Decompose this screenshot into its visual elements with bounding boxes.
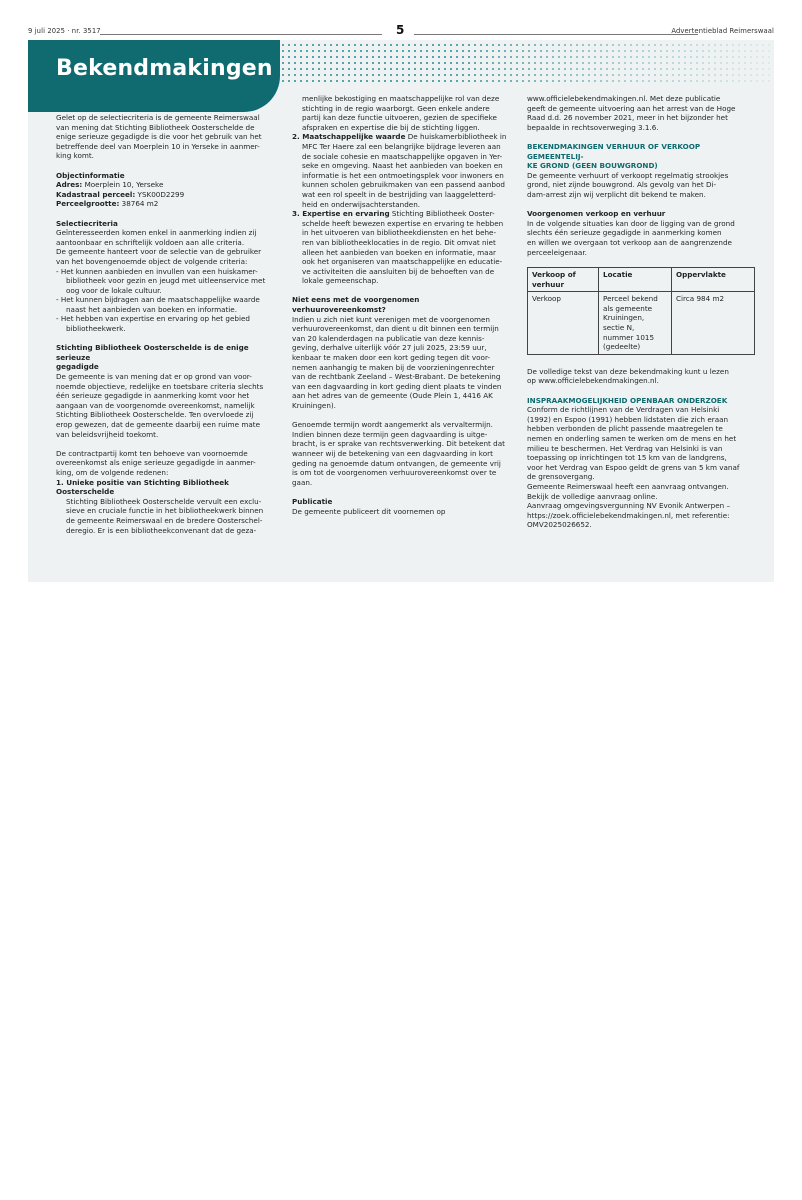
selection-line: aantoonbaar en schriftelijk voldoen aan alle criteria.	[56, 237, 245, 247]
plot-size-line	[56, 199, 278, 209]
reason-2-line: wat een rol speelt in de bestrijding van laaggeletterd-	[302, 189, 496, 199]
consultation-line: (1992) en Espoo (1991) hebben lidstaten die zich eraan	[527, 414, 729, 424]
object-heading: Objectinformatie	[56, 170, 125, 180]
consultation-line: voor het Verdrag van Espoo geldt de grens van 5 km vanaf	[527, 462, 740, 472]
issue-date: 9 juli 2025 · nr. 3517	[28, 27, 101, 35]
criteria-line: naast het aanbieden van boeken en informatie.	[66, 304, 238, 314]
gegadigde-line: Stichting Bibliotheek Oosterschelde. Ten overvloede zij	[56, 410, 254, 420]
plot-size-value: 38764 m2	[119, 199, 159, 209]
section-banner	[28, 40, 280, 112]
reason-2-line: heid en onderwijsachterstanden.	[302, 199, 421, 209]
gegadigde-line: noemde objectieve, redelijke en toetsbare criteria slechts	[56, 381, 264, 391]
consultation-line: hebben verbonden de plicht passende maatregelen te	[527, 424, 723, 434]
objection-line: van een dagvaarding in kort geding dient plaats te vinden	[292, 381, 502, 391]
criteria-line: - Het kunnen aanbieden en invullen van een huiskamer-	[56, 266, 258, 276]
reason-2-heading: 2. Maatschappelijke waarde	[292, 132, 406, 142]
term-line: bracht, is er sprake van rechtsverwerking. Dit betekent dat	[292, 439, 505, 449]
dot-pattern-decoration	[280, 42, 774, 82]
land-sale-heading: BEKENDMAKINGEN VERHUUR OF VERKOOP GEMEENTELIJ-	[527, 141, 701, 161]
reason-1-continued: stichting in de regio waarborgt. Geen enkele andere	[302, 103, 490, 113]
planned-sale-heading: Voorgenomen verkoop en verhuur	[527, 209, 666, 219]
consultation-heading: INSPRAAKMOGELIJKHEID OPENBAAR ONDERZOEK	[527, 395, 728, 405]
planned-sale-line: In de volgende situaties kan door de ligging van de grond	[527, 218, 735, 228]
reason-2-line: seke en omgeving. Naast het aanbieden van boeken en	[302, 161, 503, 171]
planned-sale-line: slechts één serieuze gegadigde in aanmerking komen	[527, 228, 722, 238]
reason-1-continued: partij kan deze functie uitvoeren, gezien de specifieke	[302, 113, 497, 123]
reason-1-line: deregio. Er is een bibliotheekconvenant dat de geza-	[66, 525, 257, 535]
reason-1-continued: menlijke bekostiging en maatschappelijke rol van deze	[302, 94, 500, 103]
objection-line: aan het adres van de gemeente (Oude Plein 1, 4416 AK	[292, 391, 493, 401]
selection-line: Geïnteresseerden komen enkel in aanmerking indien zij	[56, 228, 257, 238]
criteria-line: bibliotheek voor gezin en jeugd met uitleenservice met	[66, 276, 266, 286]
consultation-line: toepassing op inrichtingen tot 15 km van de landgrens,	[527, 453, 727, 463]
selection-heading: Selectiecriteria	[56, 218, 118, 228]
term-line: Genoemde termijn wordt aangemerkt als vervaltermijn.	[292, 420, 493, 430]
address-line	[56, 180, 278, 190]
publication-continued: www.officielebekendmakingen.nl. Met deze publicatie	[527, 94, 721, 103]
criteria-line: oog voor de lokale cultuur.	[66, 285, 162, 295]
reason-3-line: lokale gemeenschap.	[302, 276, 379, 286]
consultation-line: Gemeente Reimerswaal heeft een aanvraag ontvangen.	[527, 481, 729, 491]
reason-3-first-line	[292, 209, 514, 219]
reason-2-line: MFC Ter Haere zal een belangrijke bijdrage leveren aan	[302, 141, 501, 151]
gegadigde-line: erop gewezen, dat de gemeente daarbij een ruime mate	[56, 420, 261, 429]
publication-continued: geeft de gemeente uitvoering aan het arrest van de Hoge	[527, 103, 736, 113]
reason-3-line: alleen het aanbieden van boeken en informatie, maar	[302, 247, 496, 257]
reason-2-line: informatie is het een ontmoetingsplek voor inwoners en	[302, 170, 504, 180]
publication-continued: Raad d.d. 26 november 2021, meer in het bijzonder het	[527, 113, 728, 123]
selection-line: van het bovengenoemde object de volgende criteria:	[56, 256, 248, 266]
intro-line: betreffende deel van Moerplein 10 in Yerseke in aanmer-	[56, 141, 260, 151]
objection-line: van 20 kalenderdagen na publicatie van deze kennis-	[292, 333, 485, 343]
page-number: 5	[396, 23, 405, 37]
reason-1-line: sieve en cruciale functie in het bibliotheekwerk binnen	[66, 506, 264, 516]
gegadigde-line: aangaan van de voorgenomde overeenkomst, namelijk	[56, 400, 255, 410]
reason-3-lead: Stichting Bibliotheek Ooster-	[389, 209, 495, 219]
term-line: geding na genoemde datum ontvangen, de gemeente vrij	[292, 458, 501, 468]
criteria-line: - Het kunnen bijdragen aan de maatschappelijke waarde	[56, 295, 260, 305]
land-sale-heading: KE GROND (GEEN BOUWGROND)	[527, 161, 658, 171]
intro-line: enige serieuze gegadigde is die voor het gebruik van het	[56, 132, 262, 142]
objection-line: geving, derhalve uiterlijk vóór 27 juli 2025, 23:59 uur,	[292, 343, 487, 353]
gegadigde-line: De gemeente is van mening dat er op grond van voor-	[56, 372, 252, 382]
reason-2-line: de sociale cohesie en maatschappelijke opgaven in Yer-	[302, 151, 503, 161]
consultation-line: nemen en onderling samen te werken om de mens en het	[527, 434, 737, 443]
consultation-line: Bekijk de volledige aanvraag online.	[527, 491, 658, 501]
land-sale-line: grond, niet zijnde bouwgrond. Als gevolg van het Di-	[527, 180, 717, 190]
reason-3-line: schelde heeft bewezen expertise en ervaring te hebben	[302, 218, 504, 228]
publication-heading: Publicatie	[292, 496, 333, 506]
reason-3-heading: 3. Expertise en ervaring	[292, 209, 390, 219]
reason-3-line: ren van bibliotheeklocaties in de regio. Dit omvat niet	[302, 237, 496, 247]
table-header: Verkoop of verhuur	[528, 268, 599, 292]
publication-line: De gemeente publiceert dit voornemen op	[292, 506, 446, 516]
land-sale-line: De gemeente verhuurt of verkoopt regelmatig strookjes	[527, 170, 729, 180]
sale-table	[527, 267, 755, 355]
header-rule-left	[100, 34, 382, 35]
publication-name: Advertentieblad Reimerswaal	[671, 27, 774, 35]
publication-continued: bepaalde in rechtsoverweging 3.1.6.	[527, 122, 659, 132]
header-rule-right	[414, 34, 698, 35]
objection-line: verhuurovereenkomst, dan dient u dit binnen een termijn	[292, 324, 499, 334]
objection-line: nemen aanhangig te maken bij de voorzieningenrechter	[292, 362, 495, 372]
intro-line: van mening dat Stichting Bibliotheek Oosterschelde de	[56, 122, 255, 132]
reason-2-line: kunnen scholen gebruikmaken van een passend aanbod	[302, 180, 505, 190]
cadastral-label: Kadastraal perceel:	[56, 189, 136, 199]
table-header-row	[528, 268, 755, 292]
table-header: Locatie	[599, 268, 672, 292]
contract-line: overeenkomst als enige serieuze gegadigde in aanmer-	[56, 458, 256, 468]
intro-line: Gelet op de selectiecriteria is de gemeente Reimerswaal	[56, 113, 260, 122]
criteria-line: - Het hebben van expertise en ervaring op het gebied	[56, 314, 250, 324]
term-line: gaan.	[292, 477, 313, 487]
consultation-line: Conform de richtlijnen van de Verdragen van Helsinki	[527, 405, 720, 415]
table-cell: Verkoop	[528, 292, 599, 355]
intro-line: king komt.	[56, 151, 94, 161]
consultation-line: OMV2025026652.	[527, 520, 592, 530]
reason-1-line: Stichting Bibliotheek Oosterschelde vervult een exclu-	[66, 496, 262, 506]
planned-sale-line: perceeleigenaar.	[527, 247, 587, 257]
address-value: Moerplein 10, Yerseke	[82, 180, 164, 190]
full-text-line: op www.officielebekendmakingen.nl.	[527, 376, 659, 386]
cadastral-line	[56, 190, 278, 200]
reason-1-continued: afspraken en expertise die bij de stichting liggen.	[302, 122, 480, 132]
consultation-line: Aanvraag omgevingsvergunning NV Evonik Antwerpen –	[527, 501, 731, 511]
reason-3-line: ve activiteiten die aansluiten bij de behoeften van de	[302, 266, 495, 276]
consultation-line: https://zoek.officielebekendmakingen.nl, met referentie:	[527, 510, 730, 520]
objection-line: van de rechtbank Zeeland – West-Brabant. De betekening	[292, 372, 501, 382]
reason-1-heading: 1. Unieke positie van Stichting Bibliotheek Oosterschelde	[56, 477, 229, 497]
table-cell: Perceel bekend als gemeente Kruiningen, sectie N, nummer 1015 (gedeelte)	[599, 292, 672, 355]
contract-line: king, om de volgende redenen:	[56, 467, 169, 477]
term-line: is om tot de voorgenomen verhuurovereenkomst over te	[292, 468, 497, 478]
criteria-line: bibliotheekwerk.	[66, 324, 126, 334]
gegadigde-line: van beleidsvrijheid toekomt.	[56, 429, 159, 439]
table-cell: Circa 984 m2	[672, 292, 755, 355]
planned-sale-line: en willen we overgaan tot verkoop aan de aangrenzende	[527, 237, 732, 247]
gegadigde-heading: Stichting Bibliotheek Oosterschelde is de enige serieuze	[56, 343, 249, 362]
term-line: wanneer wij de betekening van een dagvaarding in kort	[292, 448, 493, 458]
contract-line: De contractpartij komt ten behoeve van voornoemde	[56, 448, 248, 458]
reason-2-lead: De huiskamerbibliotheek in	[405, 132, 507, 142]
address-label: Adres:	[56, 180, 83, 190]
consultation-line: milieu te beschermen. Het Verdrag van Helsinki is van	[527, 443, 723, 453]
gegadigde-heading: gegadigde	[56, 362, 99, 372]
column-3	[527, 94, 755, 530]
plot-size-label: Perceelgrootte:	[56, 199, 120, 209]
table-row	[528, 292, 755, 355]
term-line: Indien binnen deze termijn geen dagvaarding is uitge-	[292, 429, 488, 439]
gegadigde-line: één serieuze gegadigde in aanmerking komt voor het	[56, 391, 250, 401]
table-header: Oppervlakte	[672, 268, 755, 292]
consultation-line: de grensovergang.	[527, 472, 595, 482]
selection-line: De gemeente hanteert voor de selectie van de gebruiker	[56, 247, 262, 257]
reason-3-line: in het uitvoeren van bibliotheekdiensten en het behe-	[302, 228, 497, 238]
land-sale-line: dam-arrest zijn wij verplicht dit bekend te maken.	[527, 189, 706, 199]
objection-line: kenbaar te maken door een kort geding tegen dit voor-	[292, 353, 491, 363]
objection-line: Indien u zich niet kunt verenigen met de voorgenomen	[292, 314, 490, 324]
objection-line: Kruiningen).	[292, 401, 336, 410]
page-header	[28, 24, 774, 40]
objection-heading: Niet eens met de voorgenomen verhuurovereenkomst?	[292, 295, 420, 315]
reason-2-first-line	[292, 132, 514, 142]
full-text-line: De volledige tekst van deze bekendmaking kunt u lezen	[527, 366, 729, 376]
cadastral-value: YSK00D2299	[135, 189, 185, 199]
reason-1-line: de gemeente Reimerswaal en de bredere Oosterschel-	[66, 515, 263, 525]
column-1	[56, 113, 278, 535]
column-2	[292, 94, 514, 516]
reason-3-line: ook het organiseren van maatschappelijke en educatie-	[302, 257, 503, 267]
section-title: Bekendmakingen	[56, 56, 273, 81]
